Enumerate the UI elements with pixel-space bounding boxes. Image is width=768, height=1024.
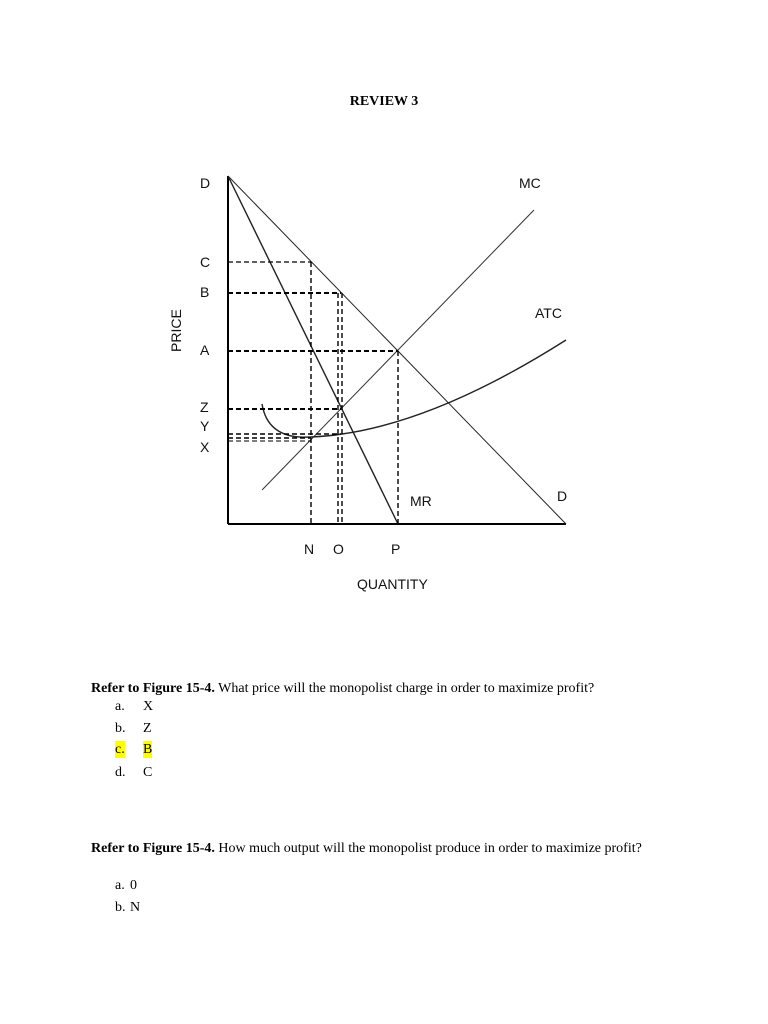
- quantity-label-n: N: [304, 541, 315, 557]
- quantity-label-p: P: [391, 541, 401, 557]
- question-1: [91, 680, 651, 697]
- question-2: [91, 840, 651, 857]
- y-axis-title: PRICE: [168, 309, 184, 352]
- quantity-label-o: O: [333, 541, 344, 557]
- mr-label: MR: [410, 493, 432, 509]
- question-2-option-a[interactable]: [0, 877, 768, 894]
- option-value: 0: [130, 878, 137, 893]
- price-label-b: B: [200, 284, 210, 300]
- question-1-option-c[interactable]: [0, 741, 768, 758]
- question-1-text: What price will the monopolist charge in order to maximize profit?: [218, 681, 595, 696]
- x-axis-title: QUANTITY: [357, 576, 428, 592]
- atc-curve: [262, 340, 566, 437]
- option-letter: a.: [115, 878, 125, 893]
- price-label-a: A: [200, 342, 210, 358]
- question-2-option-b[interactable]: [0, 899, 768, 916]
- option-letter: a.: [115, 699, 125, 714]
- price-label-d: D: [200, 175, 211, 191]
- question-1-option-a[interactable]: [0, 698, 768, 715]
- option-value: C: [143, 765, 153, 780]
- price-label-z: Z: [200, 399, 209, 415]
- question-2-text: How much output will the monopolist produce in order to maximize profit?: [218, 841, 642, 856]
- atc-label: ATC: [535, 305, 562, 321]
- demand-label: D: [557, 488, 568, 504]
- page-title: REVIEW 3: [349, 94, 419, 109]
- question-1-option-d[interactable]: [0, 764, 768, 781]
- mc-label: MC: [519, 175, 541, 191]
- option-value: X: [143, 699, 154, 714]
- option-value: B: [143, 742, 153, 757]
- question-1-option-b[interactable]: [0, 720, 768, 737]
- question-1-ref: Refer to Figure 15-4.: [91, 681, 215, 696]
- option-letter: c.: [115, 742, 125, 757]
- price-label-y: Y: [200, 418, 210, 434]
- option-letter: d.: [115, 765, 126, 780]
- price-label-x: X: [200, 439, 210, 455]
- option-letter: b.: [115, 721, 126, 736]
- option-value: Z: [143, 721, 152, 736]
- question-2-ref: Refer to Figure 15-4.: [91, 841, 215, 856]
- option-value: N: [130, 900, 141, 915]
- price-label-c: C: [200, 254, 211, 270]
- option-letter: b.: [115, 900, 126, 915]
